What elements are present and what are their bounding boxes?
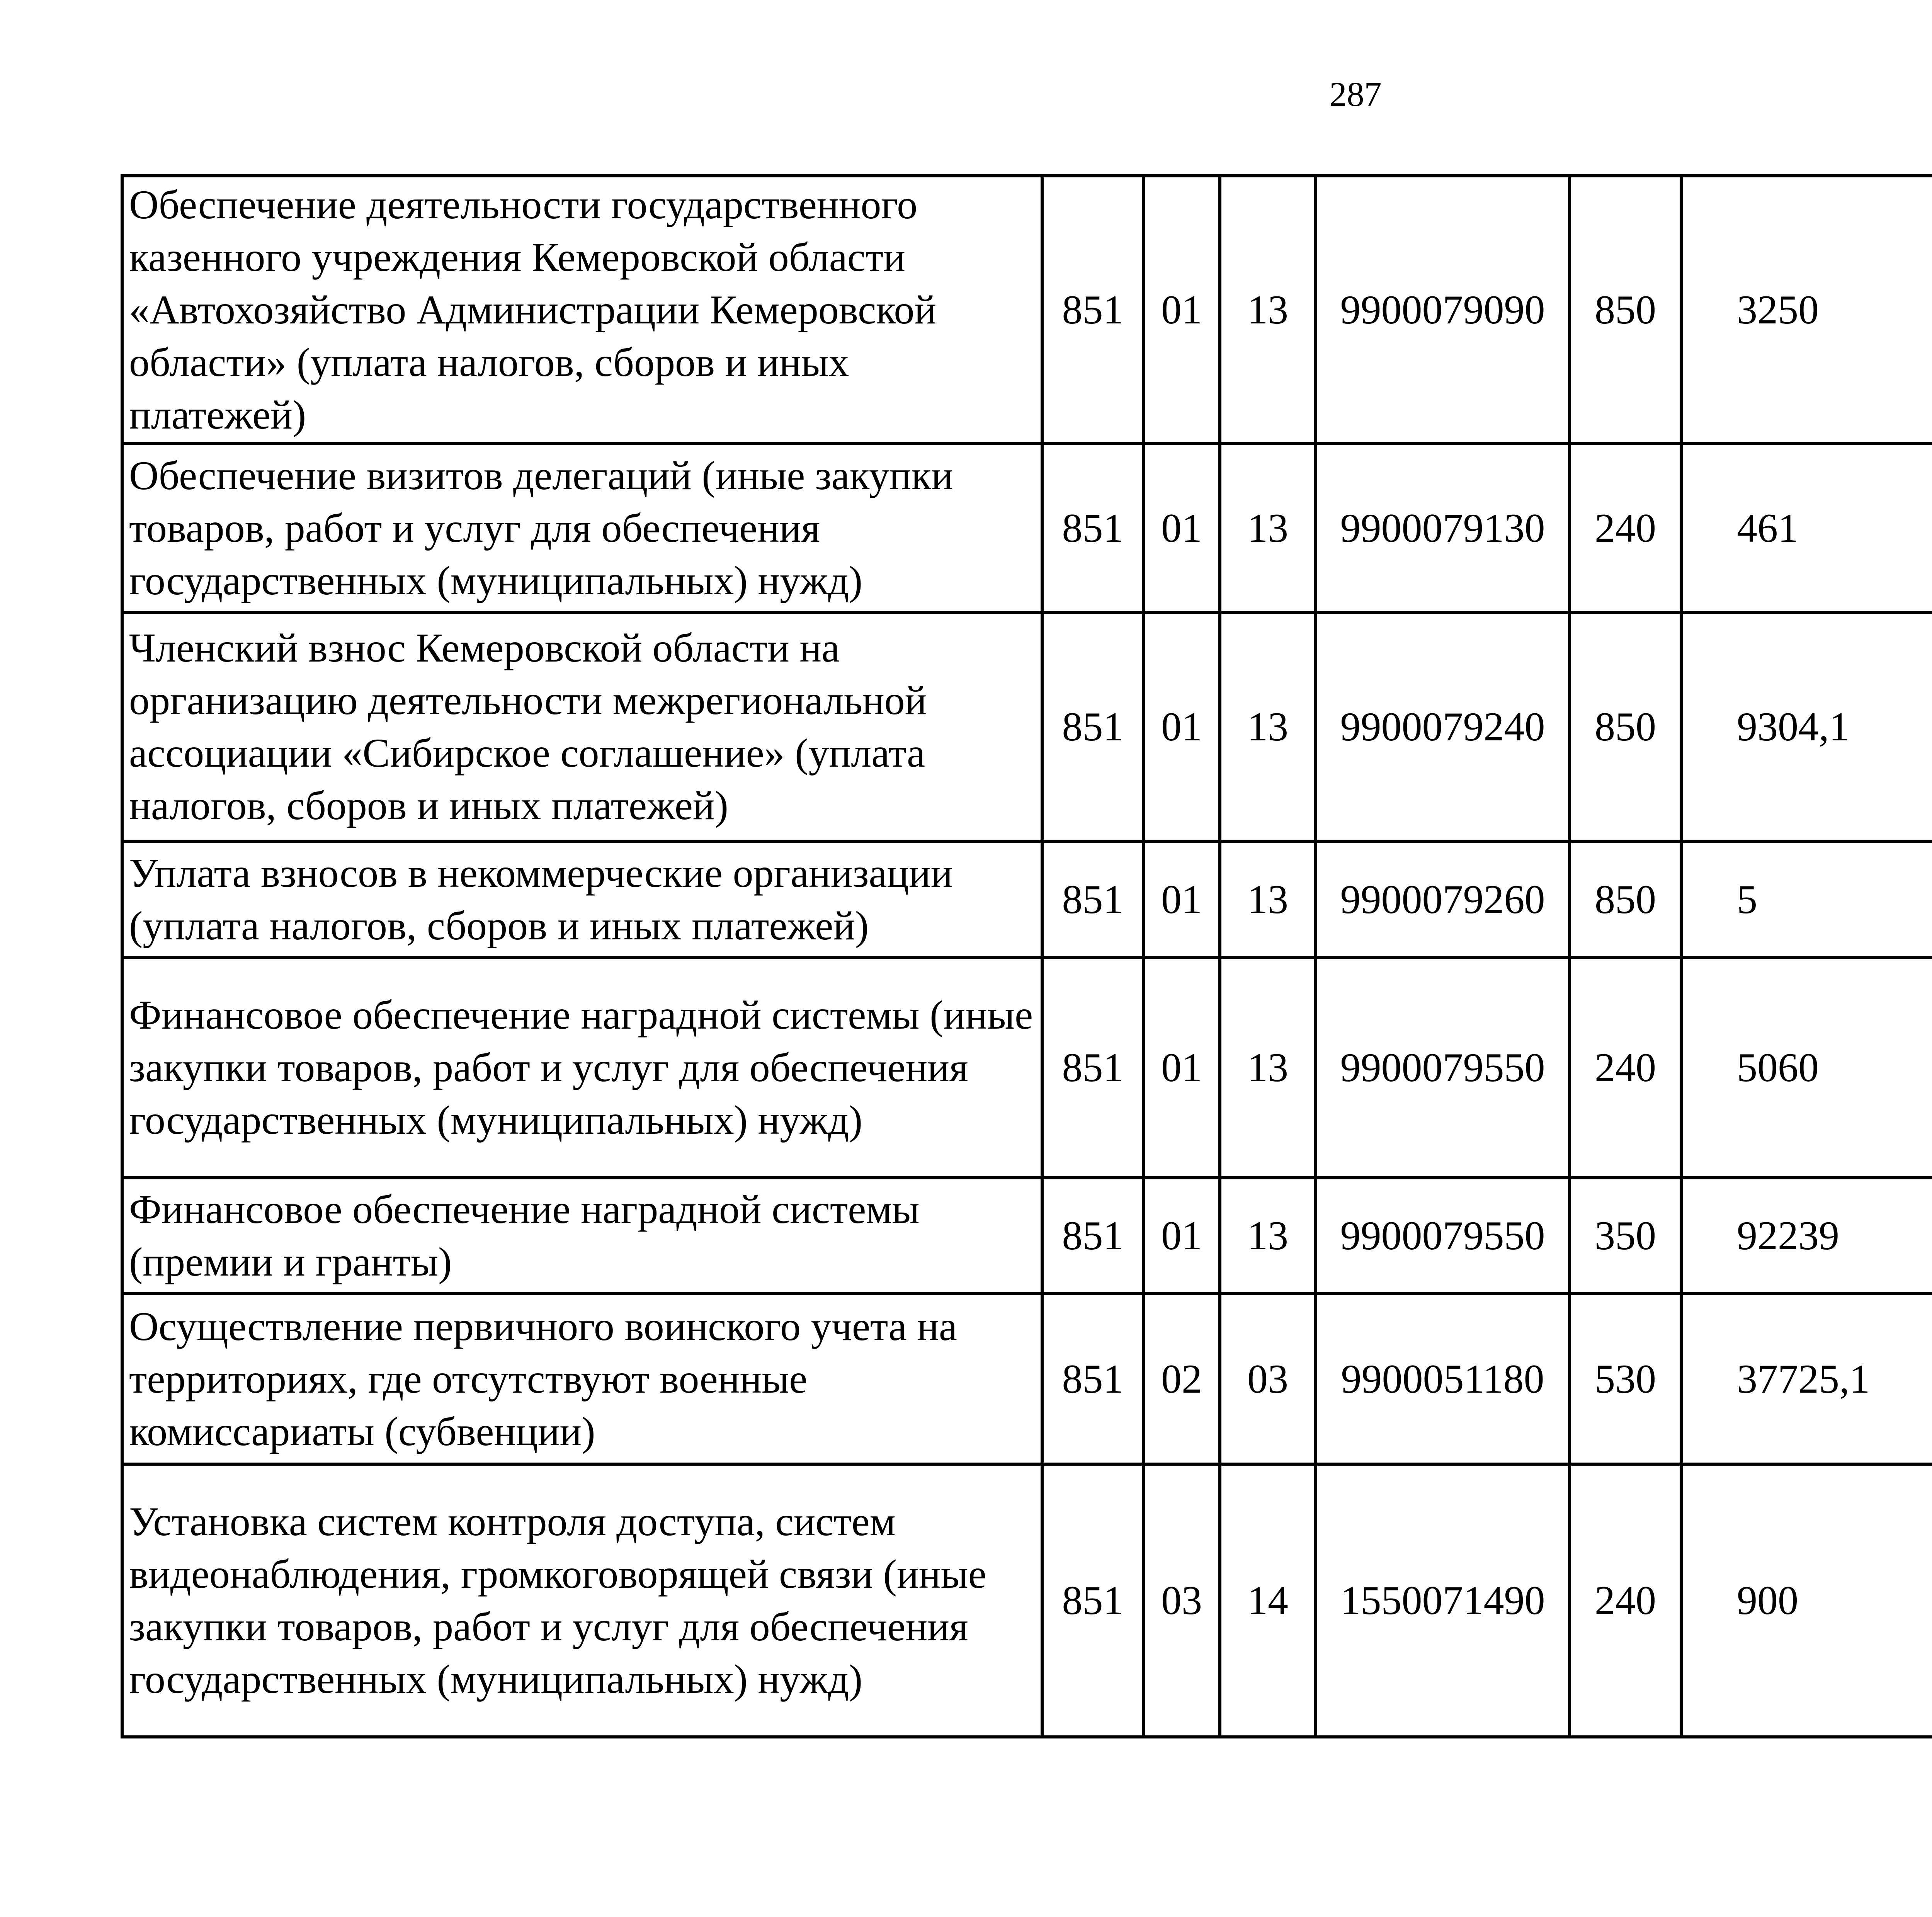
grbs-code: 851 — [1042, 1178, 1143, 1294]
expense-type-code: 240 — [1570, 958, 1681, 1178]
grbs-code: 851 — [1042, 1294, 1143, 1464]
section-code: 01 — [1143, 612, 1220, 841]
table-row — [122, 444, 1932, 612]
subsection-code: 13 — [1220, 841, 1316, 958]
expense-type-code: 850 — [1570, 841, 1681, 958]
table-row — [122, 958, 1932, 1178]
amount-year-1: 5 — [1681, 841, 1932, 958]
table-row — [122, 1294, 1932, 1464]
amount-year-1: 9304,1 — [1681, 612, 1932, 841]
section-code: 02 — [1143, 1294, 1220, 1464]
target-article-code: 9900079550 — [1316, 958, 1570, 1178]
table-row — [122, 1464, 1932, 1737]
table-row — [122, 841, 1932, 958]
row-description: Финансовое обеспечение наградной системы (иные закупки товаров, работ и услуг для обеспечения государственных (муниципальных) нужд) — [122, 958, 1042, 1178]
section-code: 01 — [1143, 1178, 1220, 1294]
target-article-code: 1550071490 — [1316, 1464, 1570, 1737]
table-row — [122, 612, 1932, 841]
section-code: 01 — [1143, 176, 1220, 444]
subsection-code: 13 — [1220, 1178, 1316, 1294]
amount-year-1: 92239 — [1681, 1178, 1932, 1294]
page-number: 287 — [1329, 75, 1382, 114]
section-code: 01 — [1143, 958, 1220, 1178]
subsection-code: 13 — [1220, 176, 1316, 444]
row-description: Уплата взносов в некоммерческие организации (уплата налогов, сборов и иных платежей) — [122, 841, 1042, 958]
target-article-code: 9900079240 — [1316, 612, 1570, 841]
grbs-code: 851 — [1042, 176, 1143, 444]
grbs-code: 851 — [1042, 1464, 1143, 1737]
grbs-code: 851 — [1042, 612, 1143, 841]
amount-year-1: 461 — [1681, 444, 1932, 612]
table-row — [122, 1178, 1932, 1294]
grbs-code: 851 — [1042, 958, 1143, 1178]
section-code: 01 — [1143, 444, 1220, 612]
budget-table — [121, 174, 1932, 1738]
grbs-code: 851 — [1042, 841, 1143, 958]
row-description: Финансовое обеспечение наградной системы (премии и гранты) — [122, 1178, 1042, 1294]
expense-type-code: 850 — [1570, 612, 1681, 841]
target-article-code: 9900079090 — [1316, 176, 1570, 444]
target-article-code: 9900079130 — [1316, 444, 1570, 612]
target-article-code: 9900079550 — [1316, 1178, 1570, 1294]
target-article-code: 9900051180 — [1316, 1294, 1570, 1464]
table-row — [122, 176, 1932, 444]
subsection-code: 13 — [1220, 612, 1316, 841]
subsection-code: 03 — [1220, 1294, 1316, 1464]
amount-year-1: 37725,1 — [1681, 1294, 1932, 1464]
expense-type-code: 240 — [1570, 1464, 1681, 1737]
target-article-code: 9900079260 — [1316, 841, 1570, 958]
grbs-code: 851 — [1042, 444, 1143, 612]
expense-type-code: 530 — [1570, 1294, 1681, 1464]
expense-type-code: 350 — [1570, 1178, 1681, 1294]
row-description: Осуществление первичного воинского учета на территориях, где отсутствуют военные комиссариаты (субвенции) — [122, 1294, 1042, 1464]
row-description: Членский взнос Кемеровской области на организацию деятельности межрегиональной ассоциации «Сибирское соглашение» (уплата налогов, сборов и иных платежей) — [122, 612, 1042, 841]
row-description: Установка систем контроля доступа, систем видеонаблюдения, громкоговорящей связи (иные закупки товаров, работ и услуг для обеспечения государственных (муниципальных) нужд) — [122, 1464, 1042, 1737]
section-code: 03 — [1143, 1464, 1220, 1737]
subsection-code: 13 — [1220, 958, 1316, 1178]
expense-type-code: 850 — [1570, 176, 1681, 444]
row-description: Обеспечение деятельности государственного казенного учреждения Кемеровской области «Автохозяйство Администрации Кемеровской области» (уплата налогов, сборов и иных платежей) — [122, 176, 1042, 444]
amount-year-1: 900 — [1681, 1464, 1932, 1737]
row-description: Обеспечение визитов делегаций (иные закупки товаров, работ и услуг для обеспечения государственных (муниципальных) нужд) — [122, 444, 1042, 612]
amount-year-1: 3250 — [1681, 176, 1932, 444]
amount-year-1: 5060 — [1681, 958, 1932, 1178]
expense-type-code: 240 — [1570, 444, 1681, 612]
section-code: 01 — [1143, 841, 1220, 958]
subsection-code: 13 — [1220, 444, 1316, 612]
subsection-code: 14 — [1220, 1464, 1316, 1737]
